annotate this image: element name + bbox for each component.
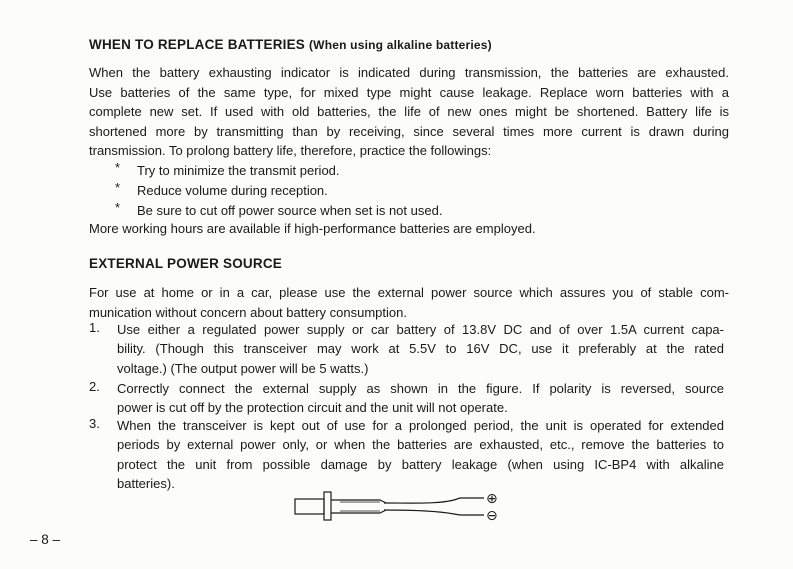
- asterisk-bullet-icon: *: [115, 200, 121, 215]
- asterisk-bullet-icon: *: [115, 160, 121, 175]
- paragraph-line: Use batteries of the same type, for mixed type might cause leakage. Replace worn batteries with a: [89, 84, 729, 100]
- plug-body: [295, 499, 324, 514]
- paragraph-line: When the battery exhausting indicator is indicated during transmission, the batteries are exhausted.: [89, 65, 729, 80]
- heading-note: (When using alkaline batteries): [308, 38, 492, 52]
- battery-section-heading: WHEN TO REPLACE BATTERIES (When using alkaline batteries): [89, 37, 492, 52]
- plug-collar: [324, 492, 331, 520]
- dc-power-cable-figure: [288, 488, 510, 524]
- item-number: 1.: [89, 320, 100, 335]
- numbered-item-2: Correctly connect the external supply as shown in the figure. If polarity is reversed, source power is cut off by the protection circuit and the unit will not operate.: [117, 381, 724, 416]
- paragraph-line: munication without concern about battery consumption.: [89, 304, 407, 320]
- positive-wire: [384, 498, 484, 503]
- item-number: 2.: [89, 379, 100, 394]
- manual-page: WHEN TO REPLACE BATTERIES (When using alkaline batteries) When the battery exhausting indicator is indicated during transmission, the batteries are exhausted. Use batteries of the same type, for mixed type might cause leakage. Replace worn batteries with a complete new set. If used with old batteries, the life of new ones might be shortened. Battery life is shortened more by transmitting than by receiving, since several times more current is drawn during transmission. To prolong battery life, therefore, practice the followings: * Try to minimize the transmit period. * Reduce volume during reception. * Be sure to cut off power source when set is not used. More working hours are available if high-performance batteries are employed. EXTERNAL POWER SOURCE For use at home or in a car, please use the external power source which assures you of stable com- munication without concern about battery consumption. 1. Use either a regulated power supply or car battery of 13.8V DC and of over 1.5A current capa- bility. (Though this transceiver may work at 5.5V to 16V DC, use it preferably at the rated voltage.) (The output power will be 5 watts.) 2. Correctly connect the external supply as shown in the figure. If polarity is reversed, source power is cut off by the protection circuit and the unit will not operate. 3. When the transceiver is kept out of use for a prolonged period, the unit is operated for extended periods by external power only, or when the batteries are exhausted, etc., remove the batteries to protect the unit from possible damage by battery leakage (when using IC-BP4 with alkaline batteries). ⊕ ⊖ – 8 –: [30, 37, 729, 547]
- positive-terminal-icon: ⊕: [486, 491, 498, 507]
- paragraph-line: shortened more by transmitting than by receiving, since several times more current is drawn during: [89, 123, 729, 139]
- page-number: – 8 –: [30, 532, 61, 547]
- negative-terminal-icon: ⊖: [486, 508, 498, 524]
- external-power-intro: [89, 283, 729, 322]
- battery-closing-line: More working hours are available if high-performance batteries are employed.: [89, 221, 536, 236]
- external-power-heading: EXTERNAL POWER SOURCE: [89, 256, 282, 271]
- paragraph-line: complete new set. If used with old batteries, the life of new ones might be shortened. Battery life is: [89, 104, 729, 120]
- numbered-item-1: Use either a regulated power supply or car battery of 13.8V DC and of over 1.5A current capa- bility. (Though this transceiver may work at 5.5V to 16V DC, use it preferably at the rated voltage.) (The output power will be 5 watts.): [117, 322, 724, 376]
- paragraph-line: transmission. To prolong battery life, therefore, practice the followings:: [89, 143, 492, 159]
- paragraph-line: For use at home or in a car, please use the external power source which assures you of stable com-: [89, 285, 729, 300]
- battery-paragraph: [89, 63, 729, 161]
- asterisk-bullet-icon: *: [115, 180, 121, 195]
- item-number: 3.: [89, 416, 100, 431]
- numbered-item-3: When the transceiver is kept out of use for a prolonged period, the unit is operated for extended periods by external power only, or when the batteries are exhausted, etc., remove the batteries to protect the unit from possible damage by battery leakage (when using IC-BP4 with alkaline batteries).: [117, 418, 724, 492]
- negative-wire: [384, 510, 484, 515]
